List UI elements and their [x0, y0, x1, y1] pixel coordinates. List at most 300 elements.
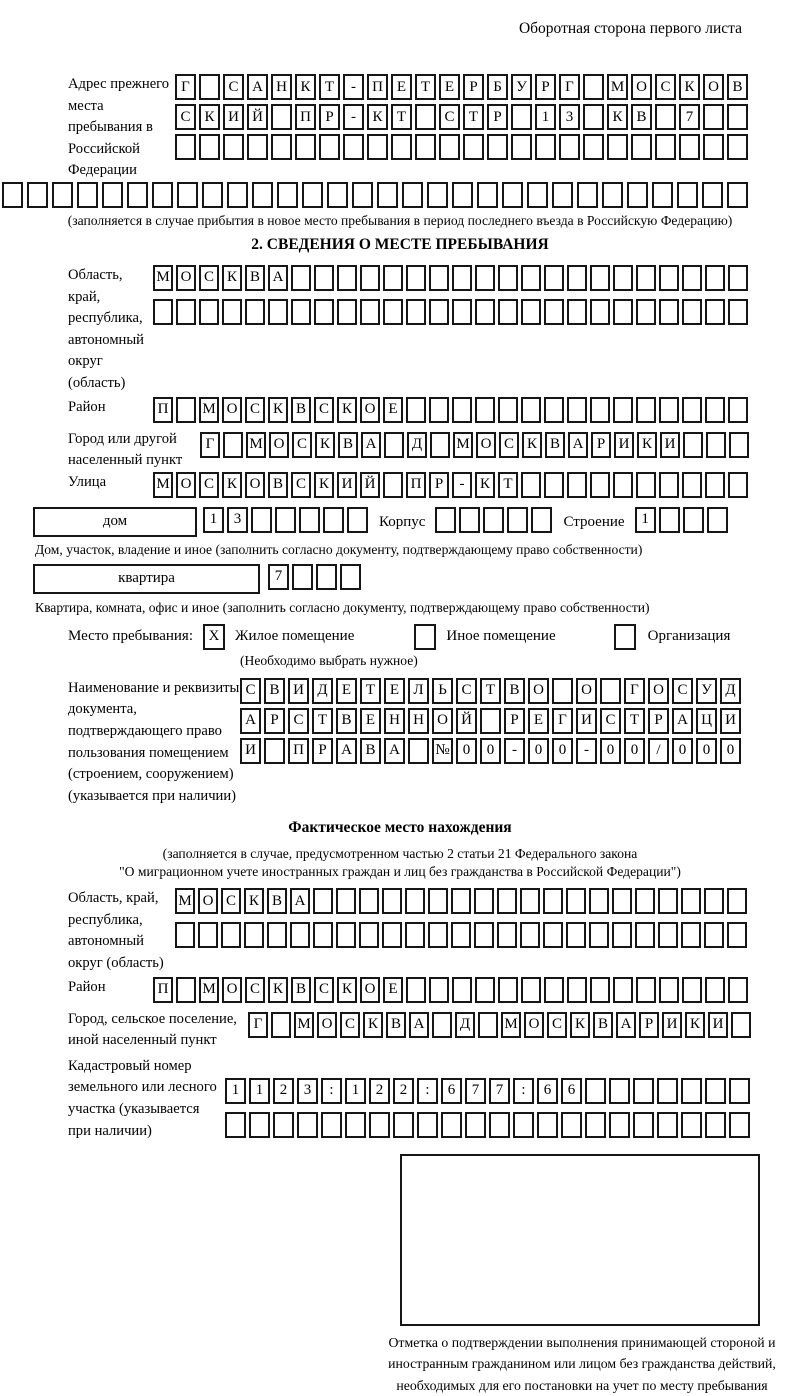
char-box[interactable]: К — [607, 104, 628, 130]
char-box[interactable]: 0 — [528, 738, 549, 764]
char-box[interactable]: О — [524, 1012, 544, 1038]
char-box[interactable]: Р — [429, 472, 449, 498]
char-box[interactable]: : — [321, 1078, 342, 1104]
char-box[interactable] — [497, 922, 517, 948]
char-box[interactable]: Й — [247, 104, 268, 130]
char-box[interactable] — [271, 134, 292, 160]
char-box[interactable] — [271, 104, 292, 130]
apartment-widebox[interactable]: квартира — [33, 564, 260, 594]
char-box[interactable] — [681, 922, 701, 948]
char-box[interactable]: А — [616, 1012, 636, 1038]
char-box[interactable] — [682, 472, 702, 498]
char-box[interactable] — [402, 182, 423, 208]
char-box[interactable] — [474, 922, 494, 948]
char-box[interactable] — [729, 1078, 750, 1104]
char-box[interactable]: О — [432, 708, 453, 734]
house-widebox[interactable]: дом — [33, 507, 197, 537]
char-box[interactable]: С — [499, 432, 519, 458]
char-box[interactable] — [291, 299, 311, 325]
char-box[interactable]: С — [291, 472, 311, 498]
char-box[interactable]: Г — [552, 708, 573, 734]
char-box[interactable] — [537, 1112, 558, 1138]
char-box[interactable]: О — [360, 397, 380, 423]
char-box[interactable] — [487, 134, 508, 160]
char-box[interactable]: В — [360, 738, 381, 764]
char-box[interactable] — [264, 738, 285, 764]
char-box[interactable]: 1 — [535, 104, 556, 130]
char-box[interactable] — [227, 182, 248, 208]
char-box[interactable]: О — [176, 472, 196, 498]
char-box[interactable] — [360, 265, 380, 291]
char-box[interactable]: № — [432, 738, 453, 764]
char-box[interactable] — [176, 397, 196, 423]
char-box[interactable] — [360, 299, 380, 325]
char-box[interactable]: К — [363, 1012, 383, 1038]
char-box[interactable] — [314, 299, 334, 325]
char-box[interactable] — [313, 922, 333, 948]
char-box[interactable]: О — [631, 74, 652, 100]
char-box[interactable]: 7 — [268, 564, 289, 590]
char-box[interactable]: К — [244, 888, 264, 914]
char-box[interactable]: В — [631, 104, 652, 130]
char-box[interactable] — [544, 397, 564, 423]
char-box[interactable]: Р — [487, 104, 508, 130]
char-box[interactable] — [429, 299, 449, 325]
char-box[interactable] — [313, 888, 333, 914]
char-box[interactable] — [544, 977, 564, 1003]
char-box[interactable]: И — [337, 472, 357, 498]
char-box[interactable] — [290, 922, 310, 948]
char-box[interactable] — [589, 922, 609, 948]
char-box[interactable] — [2, 182, 23, 208]
char-box[interactable]: В — [545, 432, 565, 458]
char-box[interactable] — [483, 507, 504, 533]
char-box[interactable] — [177, 182, 198, 208]
char-box[interactable] — [391, 134, 412, 160]
char-box[interactable]: О — [269, 432, 289, 458]
char-box[interactable]: С — [439, 104, 460, 130]
char-box[interactable] — [52, 182, 73, 208]
char-box[interactable]: М — [501, 1012, 521, 1038]
char-box[interactable]: К — [337, 397, 357, 423]
char-box[interactable] — [452, 265, 472, 291]
char-box[interactable] — [127, 182, 148, 208]
char-box[interactable] — [561, 1112, 582, 1138]
char-box[interactable] — [590, 299, 610, 325]
char-box[interactable]: К — [337, 977, 357, 1003]
char-box[interactable] — [463, 134, 484, 160]
char-box[interactable] — [475, 977, 495, 1003]
char-box[interactable]: С — [245, 397, 265, 423]
char-box[interactable] — [544, 265, 564, 291]
char-box[interactable]: М — [199, 397, 219, 423]
char-box[interactable]: / — [648, 738, 669, 764]
char-box[interactable]: 6 — [537, 1078, 558, 1104]
char-box[interactable] — [613, 397, 633, 423]
char-box[interactable] — [636, 265, 656, 291]
char-box[interactable] — [511, 104, 532, 130]
char-box[interactable]: Р — [535, 74, 556, 100]
char-box[interactable]: 2 — [273, 1078, 294, 1104]
char-box[interactable]: 1 — [225, 1078, 246, 1104]
char-box[interactable] — [275, 507, 296, 533]
char-box[interactable] — [727, 134, 748, 160]
char-box[interactable] — [199, 74, 220, 100]
char-box[interactable]: Е — [528, 708, 549, 734]
char-box[interactable]: А — [568, 432, 588, 458]
char-box[interactable] — [704, 922, 724, 948]
char-box[interactable]: 1 — [345, 1078, 366, 1104]
char-box[interactable]: В — [336, 708, 357, 734]
char-box[interactable]: Е — [360, 708, 381, 734]
char-box[interactable] — [655, 134, 676, 160]
char-box[interactable]: Е — [336, 678, 357, 704]
char-box[interactable]: С — [547, 1012, 567, 1038]
char-box[interactable] — [633, 1078, 654, 1104]
char-box[interactable] — [728, 977, 748, 1003]
char-box[interactable]: 6 — [441, 1078, 462, 1104]
char-box[interactable] — [613, 299, 633, 325]
char-box[interactable] — [198, 922, 218, 948]
char-box[interactable] — [340, 564, 361, 590]
char-box[interactable] — [347, 507, 368, 533]
char-box[interactable] — [408, 738, 429, 764]
char-box[interactable] — [223, 432, 243, 458]
char-box[interactable] — [682, 977, 702, 1003]
char-box[interactable] — [705, 1078, 726, 1104]
char-box[interactable] — [497, 888, 517, 914]
char-box[interactable] — [635, 922, 655, 948]
char-box[interactable]: И — [708, 1012, 728, 1038]
char-box[interactable] — [535, 134, 556, 160]
char-box[interactable] — [513, 1112, 534, 1138]
char-box[interactable]: 1 — [635, 507, 656, 533]
char-box[interactable]: 3 — [227, 507, 248, 533]
char-box[interactable]: Р — [648, 708, 669, 734]
char-box[interactable] — [199, 299, 219, 325]
char-box[interactable] — [384, 432, 404, 458]
char-box[interactable] — [429, 977, 449, 1003]
char-box[interactable] — [731, 1012, 751, 1038]
char-box[interactable] — [652, 182, 673, 208]
char-box[interactable]: 0 — [600, 738, 621, 764]
char-box[interactable]: Р — [639, 1012, 659, 1038]
char-box[interactable] — [612, 888, 632, 914]
char-box[interactable]: А — [290, 888, 310, 914]
char-box[interactable] — [677, 182, 698, 208]
char-box[interactable]: : — [417, 1078, 438, 1104]
char-box[interactable]: А — [336, 738, 357, 764]
char-box[interactable]: А — [672, 708, 693, 734]
char-box[interactable]: О — [703, 74, 724, 100]
char-box[interactable]: И — [662, 1012, 682, 1038]
char-box[interactable] — [682, 397, 702, 423]
char-box[interactable] — [657, 1112, 678, 1138]
char-box[interactable]: В — [386, 1012, 406, 1038]
char-box[interactable] — [520, 922, 540, 948]
char-box[interactable] — [383, 472, 403, 498]
char-box[interactable]: С — [292, 432, 312, 458]
char-box[interactable]: В — [727, 74, 748, 100]
char-box[interactable]: О — [476, 432, 496, 458]
char-box[interactable] — [297, 1112, 318, 1138]
char-box[interactable] — [417, 1112, 438, 1138]
char-box[interactable]: М — [453, 432, 473, 458]
char-box[interactable]: : — [513, 1078, 534, 1104]
char-box[interactable] — [359, 888, 379, 914]
char-box[interactable]: Ь — [432, 678, 453, 704]
char-box[interactable] — [566, 922, 586, 948]
char-box[interactable] — [475, 299, 495, 325]
char-box[interactable] — [635, 888, 655, 914]
char-box[interactable]: Р — [264, 708, 285, 734]
char-box[interactable]: Н — [384, 708, 405, 734]
char-box[interactable]: А — [384, 738, 405, 764]
char-box[interactable] — [600, 678, 621, 704]
char-box[interactable] — [704, 888, 724, 914]
char-box[interactable]: А — [247, 74, 268, 100]
char-box[interactable] — [583, 74, 604, 100]
char-box[interactable]: Е — [439, 74, 460, 100]
char-box[interactable]: 0 — [552, 738, 573, 764]
char-box[interactable]: Т — [391, 104, 412, 130]
char-box[interactable] — [292, 564, 313, 590]
char-box[interactable] — [636, 397, 656, 423]
char-box[interactable]: 7 — [465, 1078, 486, 1104]
char-box[interactable]: С — [221, 888, 241, 914]
char-box[interactable]: И — [240, 738, 261, 764]
char-box[interactable] — [502, 182, 523, 208]
char-box[interactable] — [477, 182, 498, 208]
char-box[interactable]: О — [648, 678, 669, 704]
char-box[interactable] — [321, 1112, 342, 1138]
char-box[interactable]: М — [153, 265, 173, 291]
char-box[interactable] — [352, 182, 373, 208]
char-box[interactable]: 3 — [297, 1078, 318, 1104]
char-box[interactable] — [415, 104, 436, 130]
char-box[interactable] — [459, 507, 480, 533]
char-box[interactable] — [521, 397, 541, 423]
char-box[interactable] — [703, 104, 724, 130]
char-box[interactable]: О — [245, 472, 265, 498]
char-box[interactable] — [77, 182, 98, 208]
char-box[interactable]: О — [576, 678, 597, 704]
char-box[interactable]: М — [607, 74, 628, 100]
char-box[interactable]: Р — [591, 432, 611, 458]
char-box[interactable] — [531, 507, 552, 533]
char-box[interactable]: О — [198, 888, 218, 914]
char-box[interactable]: К — [679, 74, 700, 100]
char-box[interactable]: Л — [408, 678, 429, 704]
char-box[interactable] — [291, 265, 311, 291]
char-box[interactable] — [451, 888, 471, 914]
char-box[interactable]: К — [637, 432, 657, 458]
char-box[interactable] — [465, 1112, 486, 1138]
char-box[interactable] — [682, 299, 702, 325]
char-box[interactable]: В — [267, 888, 287, 914]
char-box[interactable] — [432, 1012, 452, 1038]
char-box[interactable] — [314, 265, 334, 291]
char-box[interactable] — [521, 265, 541, 291]
char-box[interactable] — [302, 182, 323, 208]
char-box[interactable]: О — [176, 265, 196, 291]
char-box[interactable] — [659, 507, 680, 533]
char-box[interactable] — [636, 472, 656, 498]
char-box[interactable]: Д — [720, 678, 741, 704]
char-box[interactable] — [406, 299, 426, 325]
char-box[interactable]: С — [314, 977, 334, 1003]
char-box[interactable] — [382, 922, 402, 948]
char-box[interactable] — [498, 299, 518, 325]
char-box[interactable]: П — [406, 472, 426, 498]
char-box[interactable] — [567, 397, 587, 423]
char-box[interactable] — [583, 134, 604, 160]
char-box[interactable] — [478, 1012, 498, 1038]
char-box[interactable] — [319, 134, 340, 160]
char-box[interactable]: Г — [175, 74, 196, 100]
char-box[interactable] — [727, 922, 747, 948]
char-box[interactable] — [612, 922, 632, 948]
char-box[interactable] — [267, 922, 287, 948]
char-box[interactable] — [609, 1112, 630, 1138]
char-box[interactable] — [273, 1112, 294, 1138]
char-box[interactable]: 0 — [624, 738, 645, 764]
char-box[interactable] — [658, 888, 678, 914]
char-box[interactable] — [336, 888, 356, 914]
char-box[interactable] — [590, 472, 610, 498]
char-box[interactable] — [247, 134, 268, 160]
char-box[interactable] — [703, 134, 724, 160]
char-box[interactable] — [659, 977, 679, 1003]
char-box[interactable]: Р — [312, 738, 333, 764]
char-box[interactable]: К — [222, 472, 242, 498]
char-box[interactable] — [475, 265, 495, 291]
char-box[interactable]: И — [223, 104, 244, 130]
char-box[interactable] — [359, 922, 379, 948]
char-box[interactable] — [295, 134, 316, 160]
char-box[interactable]: 7 — [679, 104, 700, 130]
char-box[interactable] — [176, 299, 196, 325]
checkbox-zhiloe[interactable]: X — [203, 624, 225, 650]
char-box[interactable]: Д — [407, 432, 427, 458]
char-box[interactable] — [405, 922, 425, 948]
char-box[interactable]: С — [600, 708, 621, 734]
char-box[interactable]: 1 — [203, 507, 224, 533]
char-box[interactable]: В — [504, 678, 525, 704]
char-box[interactable] — [498, 977, 518, 1003]
char-box[interactable] — [406, 977, 426, 1003]
char-box[interactable]: С — [456, 678, 477, 704]
char-box[interactable]: А — [240, 708, 261, 734]
char-box[interactable] — [251, 507, 272, 533]
char-box[interactable]: К — [268, 977, 288, 1003]
char-box[interactable]: С — [175, 104, 196, 130]
char-box[interactable]: К — [570, 1012, 590, 1038]
char-box[interactable]: К — [199, 104, 220, 130]
char-box[interactable]: 6 — [561, 1078, 582, 1104]
char-box[interactable] — [521, 977, 541, 1003]
char-box[interactable] — [552, 678, 573, 704]
char-box[interactable]: С — [655, 74, 676, 100]
char-box[interactable] — [683, 507, 704, 533]
char-box[interactable]: С — [340, 1012, 360, 1038]
char-box[interactable] — [679, 134, 700, 160]
char-box[interactable]: О — [222, 397, 242, 423]
char-box[interactable]: П — [153, 977, 173, 1003]
char-box[interactable] — [705, 299, 725, 325]
char-box[interactable]: Т — [312, 708, 333, 734]
char-box[interactable] — [406, 265, 426, 291]
char-box[interactable] — [393, 1112, 414, 1138]
char-box[interactable] — [727, 104, 748, 130]
char-box[interactable]: - — [576, 738, 597, 764]
char-box[interactable]: В — [268, 472, 288, 498]
char-box[interactable] — [429, 397, 449, 423]
char-box[interactable]: С — [288, 708, 309, 734]
char-box[interactable]: Н — [408, 708, 429, 734]
char-box[interactable]: - — [343, 74, 364, 100]
char-box[interactable] — [659, 299, 679, 325]
char-box[interactable] — [439, 134, 460, 160]
char-box[interactable]: Т — [463, 104, 484, 130]
char-box[interactable] — [544, 472, 564, 498]
char-box[interactable]: К — [475, 472, 495, 498]
char-box[interactable]: М — [199, 977, 219, 1003]
char-box[interactable]: 0 — [696, 738, 717, 764]
char-box[interactable]: У — [511, 74, 532, 100]
char-box[interactable] — [552, 182, 573, 208]
char-box[interactable] — [727, 182, 748, 208]
char-box[interactable]: А — [361, 432, 381, 458]
char-box[interactable] — [521, 472, 541, 498]
char-box[interactable] — [590, 397, 610, 423]
char-box[interactable] — [729, 1112, 750, 1138]
char-box[interactable] — [683, 432, 703, 458]
char-box[interactable]: Т — [624, 708, 645, 734]
char-box[interactable]: С — [314, 397, 334, 423]
char-box[interactable]: П — [153, 397, 173, 423]
char-box[interactable] — [544, 299, 564, 325]
char-box[interactable] — [323, 507, 344, 533]
char-box[interactable] — [659, 397, 679, 423]
char-box[interactable]: Г — [624, 678, 645, 704]
char-box[interactable]: М — [246, 432, 266, 458]
char-box[interactable] — [543, 922, 563, 948]
char-box[interactable] — [681, 1112, 702, 1138]
char-box[interactable] — [636, 299, 656, 325]
char-box[interactable]: 1 — [249, 1078, 270, 1104]
char-box[interactable] — [636, 977, 656, 1003]
char-box[interactable]: И — [576, 708, 597, 734]
char-box[interactable]: 0 — [480, 738, 501, 764]
char-box[interactable]: Д — [455, 1012, 475, 1038]
char-box[interactable] — [507, 507, 528, 533]
char-box[interactable] — [566, 888, 586, 914]
char-box[interactable] — [633, 1112, 654, 1138]
char-box[interactable] — [705, 1112, 726, 1138]
char-box[interactable]: В — [264, 678, 285, 704]
char-box[interactable]: К — [314, 472, 334, 498]
char-box[interactable]: 2 — [393, 1078, 414, 1104]
char-box[interactable] — [153, 299, 173, 325]
char-box[interactable] — [728, 397, 748, 423]
char-box[interactable] — [727, 888, 747, 914]
char-box[interactable] — [428, 888, 448, 914]
char-box[interactable] — [202, 182, 223, 208]
char-box[interactable] — [199, 134, 220, 160]
char-box[interactable] — [707, 507, 728, 533]
char-box[interactable] — [728, 472, 748, 498]
